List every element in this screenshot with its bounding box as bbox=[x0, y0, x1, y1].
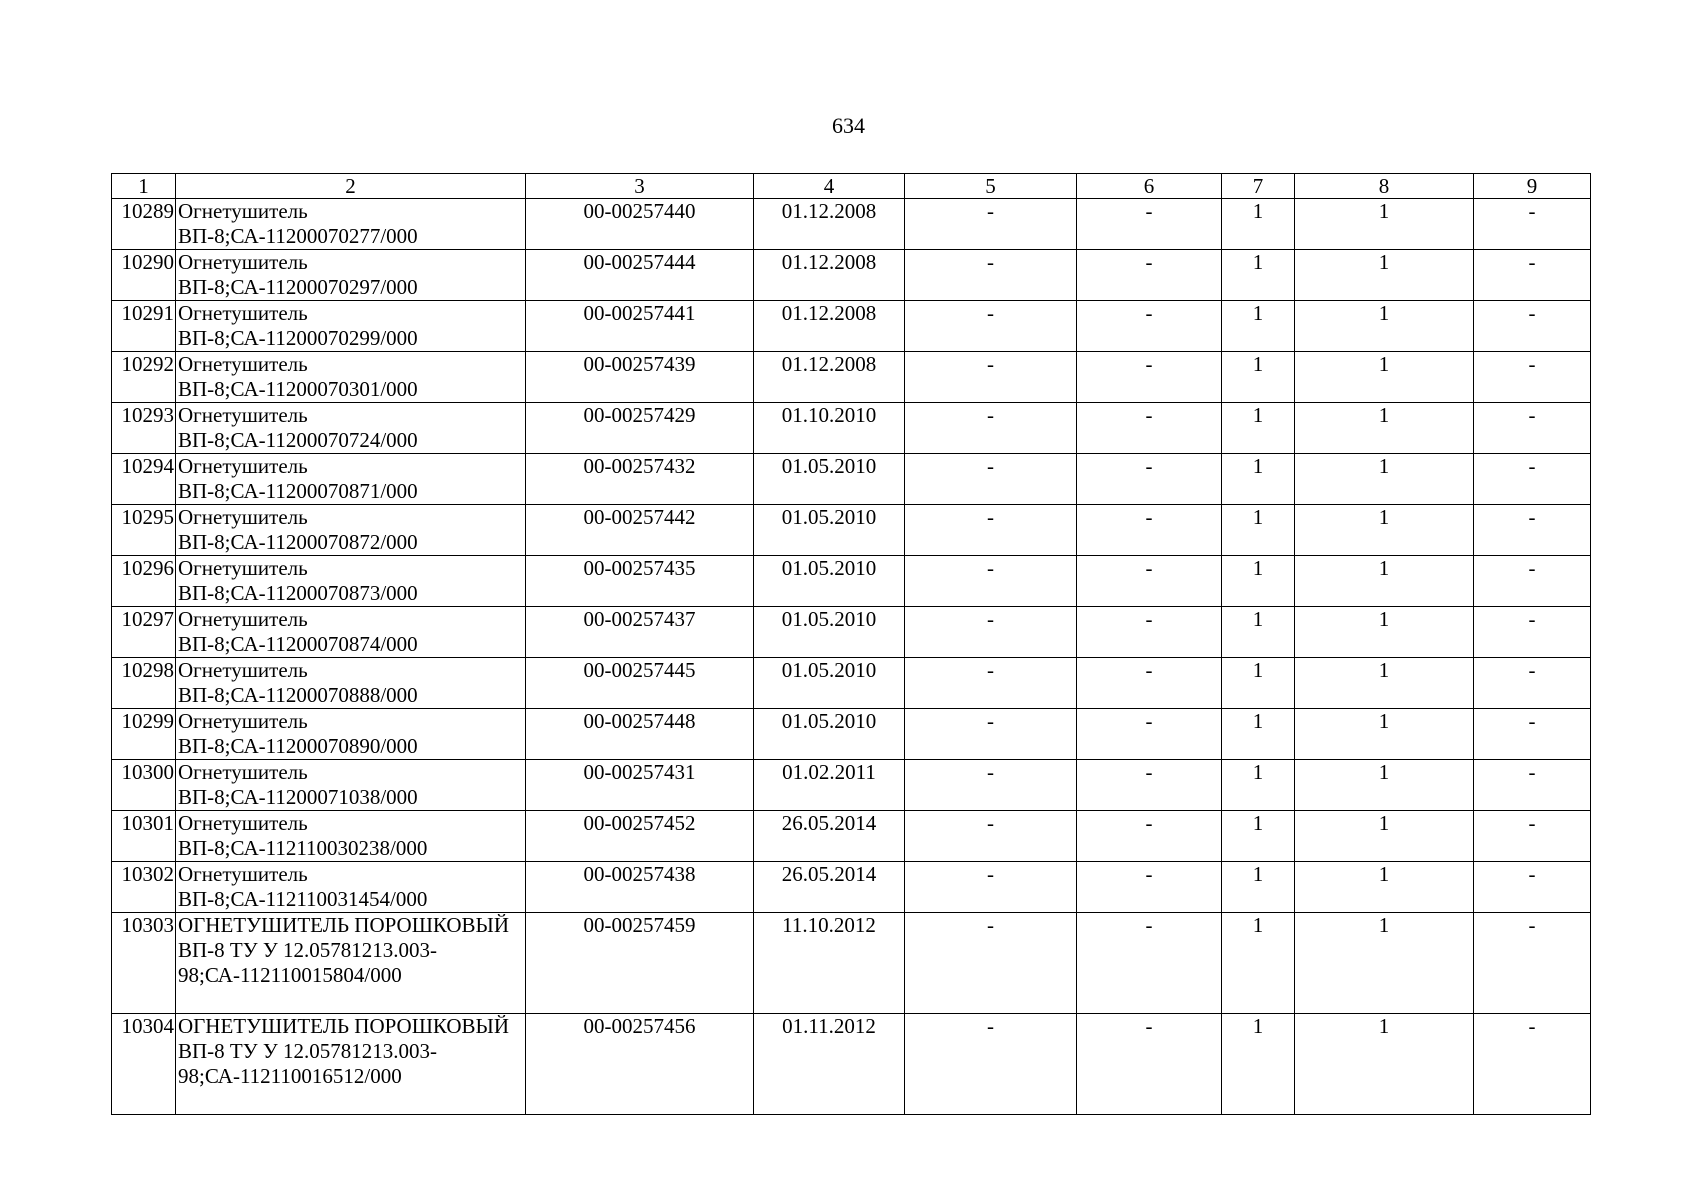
inventory-code-cell: 00-00257452 bbox=[526, 811, 754, 862]
column-header: 7 bbox=[1222, 174, 1295, 199]
table-row bbox=[112, 760, 1591, 811]
column-6-cell: - bbox=[1077, 1014, 1222, 1115]
date-cell: 26.05.2014 bbox=[754, 811, 905, 862]
item-name-cell: Огнетушитель ВП-8;СА-112110030238/000 bbox=[176, 811, 526, 862]
table-row bbox=[112, 301, 1591, 352]
column-6-cell: - bbox=[1077, 352, 1222, 403]
row-number-cell: 10296 bbox=[112, 556, 176, 607]
date-cell: 01.05.2010 bbox=[754, 658, 905, 709]
column-5-cell: - bbox=[905, 607, 1077, 658]
row-number-cell: 10297 bbox=[112, 607, 176, 658]
date-cell: 26.05.2014 bbox=[754, 862, 905, 913]
column-6-cell: - bbox=[1077, 454, 1222, 505]
row-number-cell: 10304 bbox=[112, 1014, 176, 1115]
column-5-cell: - bbox=[905, 454, 1077, 505]
column-6-cell: - bbox=[1077, 607, 1222, 658]
row-number-cell: 10293 bbox=[112, 403, 176, 454]
date-cell: 01.12.2008 bbox=[754, 250, 905, 301]
inventory-code-cell: 00-00257429 bbox=[526, 403, 754, 454]
date-cell: 01.05.2010 bbox=[754, 709, 905, 760]
column-9-cell: - bbox=[1474, 505, 1591, 556]
column-9-cell: - bbox=[1474, 454, 1591, 505]
column-7-cell: 1 bbox=[1222, 250, 1295, 301]
table-row bbox=[112, 454, 1591, 505]
column-8-cell: 1 bbox=[1295, 607, 1474, 658]
column-7-cell: 1 bbox=[1222, 760, 1295, 811]
table-row bbox=[112, 556, 1591, 607]
inventory-code-cell: 00-00257435 bbox=[526, 556, 754, 607]
table-row bbox=[112, 913, 1591, 1014]
column-8-cell: 1 bbox=[1295, 352, 1474, 403]
column-5-cell: - bbox=[905, 658, 1077, 709]
column-6-cell: - bbox=[1077, 403, 1222, 454]
column-7-cell: 1 bbox=[1222, 505, 1295, 556]
column-5-cell: - bbox=[905, 760, 1077, 811]
column-7-cell: 1 bbox=[1222, 199, 1295, 250]
column-5-cell: - bbox=[905, 250, 1077, 301]
column-6-cell: - bbox=[1077, 913, 1222, 1014]
column-9-cell: - bbox=[1474, 250, 1591, 301]
column-8-cell: 1 bbox=[1295, 199, 1474, 250]
column-header: 9 bbox=[1474, 174, 1591, 199]
item-name-cell: Огнетушитель ВП-8;СА-11200070724/000 bbox=[176, 403, 526, 454]
column-9-cell: - bbox=[1474, 709, 1591, 760]
item-name-cell: ОГНЕТУШИТЕЛЬ ПОРОШКОВЫЙ ВП-8 ТУ У 12.05781213.003-98;СА-112110016512/000 bbox=[176, 1014, 526, 1115]
date-cell: 01.05.2010 bbox=[754, 454, 905, 505]
item-name-cell: Огнетушитель ВП-8;СА-11200070888/000 bbox=[176, 658, 526, 709]
date-cell: 01.10.2010 bbox=[754, 403, 905, 454]
column-8-cell: 1 bbox=[1295, 1014, 1474, 1115]
inventory-code-cell: 00-00257444 bbox=[526, 250, 754, 301]
item-name-cell: Огнетушитель ВП-8;СА-11200070299/000 bbox=[176, 301, 526, 352]
table-row bbox=[112, 862, 1591, 913]
column-9-cell: - bbox=[1474, 607, 1591, 658]
inventory-table bbox=[111, 173, 1591, 1115]
column-9-cell: - bbox=[1474, 199, 1591, 250]
column-8-cell: 1 bbox=[1295, 454, 1474, 505]
inventory-code-cell: 00-00257432 bbox=[526, 454, 754, 505]
inventory-code-cell: 00-00257438 bbox=[526, 862, 754, 913]
header-row bbox=[112, 174, 1591, 199]
table-row bbox=[112, 505, 1591, 556]
column-5-cell: - bbox=[905, 301, 1077, 352]
column-5-cell: - bbox=[905, 199, 1077, 250]
column-8-cell: 1 bbox=[1295, 301, 1474, 352]
column-header: 4 bbox=[754, 174, 905, 199]
item-name-cell: Огнетушитель ВП-8;СА-112110031454/000 bbox=[176, 862, 526, 913]
item-name-cell: Огнетушитель ВП-8;СА-11200070871/000 bbox=[176, 454, 526, 505]
item-name-cell: Огнетушитель ВП-8;СА-11200070301/000 bbox=[176, 352, 526, 403]
date-cell: 01.05.2010 bbox=[754, 607, 905, 658]
table-row bbox=[112, 658, 1591, 709]
column-6-cell: - bbox=[1077, 505, 1222, 556]
inventory-code-cell: 00-00257448 bbox=[526, 709, 754, 760]
column-9-cell: - bbox=[1474, 760, 1591, 811]
column-6-cell: - bbox=[1077, 556, 1222, 607]
column-header: 6 bbox=[1077, 174, 1222, 199]
row-number-cell: 10294 bbox=[112, 454, 176, 505]
date-cell: 01.12.2008 bbox=[754, 301, 905, 352]
date-cell: 01.05.2010 bbox=[754, 505, 905, 556]
column-6-cell: - bbox=[1077, 199, 1222, 250]
column-8-cell: 1 bbox=[1295, 709, 1474, 760]
row-number-cell: 10299 bbox=[112, 709, 176, 760]
column-7-cell: 1 bbox=[1222, 709, 1295, 760]
column-7-cell: 1 bbox=[1222, 658, 1295, 709]
row-number-cell: 10302 bbox=[112, 862, 176, 913]
column-6-cell: - bbox=[1077, 760, 1222, 811]
date-cell: 11.10.2012 bbox=[754, 913, 905, 1014]
column-8-cell: 1 bbox=[1295, 913, 1474, 1014]
column-8-cell: 1 bbox=[1295, 556, 1474, 607]
item-name-cell: Огнетушитель ВП-8;СА-11200070297/000 bbox=[176, 250, 526, 301]
item-name-cell: Огнетушитель ВП-8;СА-11200071038/000 bbox=[176, 760, 526, 811]
item-name-cell: Огнетушитель ВП-8;СА-11200070890/000 bbox=[176, 709, 526, 760]
column-7-cell: 1 bbox=[1222, 556, 1295, 607]
table-row bbox=[112, 607, 1591, 658]
column-5-cell: - bbox=[905, 352, 1077, 403]
date-cell: 01.11.2012 bbox=[754, 1014, 905, 1115]
column-8-cell: 1 bbox=[1295, 250, 1474, 301]
table-row bbox=[112, 352, 1591, 403]
column-header: 1 bbox=[112, 174, 176, 199]
table-row bbox=[112, 403, 1591, 454]
column-9-cell: - bbox=[1474, 811, 1591, 862]
column-6-cell: - bbox=[1077, 862, 1222, 913]
date-cell: 01.12.2008 bbox=[754, 199, 905, 250]
table-row bbox=[112, 199, 1591, 250]
column-8-cell: 1 bbox=[1295, 658, 1474, 709]
row-number-cell: 10289 bbox=[112, 199, 176, 250]
column-5-cell: - bbox=[905, 505, 1077, 556]
column-6-cell: - bbox=[1077, 250, 1222, 301]
column-header: 5 bbox=[905, 174, 1077, 199]
column-9-cell: - bbox=[1474, 301, 1591, 352]
inventory-code-cell: 00-00257437 bbox=[526, 607, 754, 658]
column-7-cell: 1 bbox=[1222, 607, 1295, 658]
column-9-cell: - bbox=[1474, 862, 1591, 913]
row-number-cell: 10298 bbox=[112, 658, 176, 709]
column-7-cell: 1 bbox=[1222, 403, 1295, 454]
item-name-cell: ОГНЕТУШИТЕЛЬ ПОРОШКОВЫЙ ВП-8 ТУ У 12.05781213.003-98;СА-112110015804/000 bbox=[176, 913, 526, 1014]
page-number: 634 bbox=[832, 113, 865, 138]
inventory-code-cell: 00-00257440 bbox=[526, 199, 754, 250]
column-8-cell: 1 bbox=[1295, 811, 1474, 862]
inventory-code-cell: 00-00257441 bbox=[526, 301, 754, 352]
item-name-cell: Огнетушитель ВП-8;СА-11200070872/000 bbox=[176, 505, 526, 556]
date-cell: 01.05.2010 bbox=[754, 556, 905, 607]
column-header: 8 bbox=[1295, 174, 1474, 199]
column-7-cell: 1 bbox=[1222, 301, 1295, 352]
item-name-cell: Огнетушитель ВП-8;СА-11200070874/000 bbox=[176, 607, 526, 658]
table-row bbox=[112, 1014, 1591, 1115]
column-7-cell: 1 bbox=[1222, 1014, 1295, 1115]
column-6-cell: - bbox=[1077, 301, 1222, 352]
column-6-cell: - bbox=[1077, 811, 1222, 862]
inventory-code-cell: 00-00257442 bbox=[526, 505, 754, 556]
column-7-cell: 1 bbox=[1222, 862, 1295, 913]
inventory-code-cell: 00-00257459 bbox=[526, 913, 754, 1014]
row-number-cell: 10290 bbox=[112, 250, 176, 301]
column-5-cell: - bbox=[905, 1014, 1077, 1115]
row-number-cell: 10303 bbox=[112, 913, 176, 1014]
column-6-cell: - bbox=[1077, 658, 1222, 709]
column-5-cell: - bbox=[905, 403, 1077, 454]
column-8-cell: 1 bbox=[1295, 862, 1474, 913]
item-name-cell: Огнетушитель ВП-8;СА-11200070277/000 bbox=[176, 199, 526, 250]
column-9-cell: - bbox=[1474, 913, 1591, 1014]
column-8-cell: 1 bbox=[1295, 403, 1474, 454]
table-row bbox=[112, 811, 1591, 862]
column-9-cell: - bbox=[1474, 403, 1591, 454]
item-name-cell: Огнетушитель ВП-8;СА-11200070873/000 bbox=[176, 556, 526, 607]
column-7-cell: 1 bbox=[1222, 454, 1295, 505]
column-9-cell: - bbox=[1474, 556, 1591, 607]
column-8-cell: 1 bbox=[1295, 760, 1474, 811]
table-body bbox=[112, 199, 1591, 1115]
column-5-cell: - bbox=[905, 556, 1077, 607]
inventory-code-cell: 00-00257445 bbox=[526, 658, 754, 709]
column-5-cell: - bbox=[905, 862, 1077, 913]
column-7-cell: 1 bbox=[1222, 352, 1295, 403]
column-5-cell: - bbox=[905, 709, 1077, 760]
column-6-cell: - bbox=[1077, 709, 1222, 760]
inventory-code-cell: 00-00257439 bbox=[526, 352, 754, 403]
column-8-cell: 1 bbox=[1295, 505, 1474, 556]
row-number-cell: 10301 bbox=[112, 811, 176, 862]
inventory-code-cell: 00-00257456 bbox=[526, 1014, 754, 1115]
date-cell: 01.02.2011 bbox=[754, 760, 905, 811]
column-5-cell: - bbox=[905, 913, 1077, 1014]
row-number-cell: 10291 bbox=[112, 301, 176, 352]
inventory-code-cell: 00-00257431 bbox=[526, 760, 754, 811]
column-header: 3 bbox=[526, 174, 754, 199]
column-9-cell: - bbox=[1474, 658, 1591, 709]
column-9-cell: - bbox=[1474, 352, 1591, 403]
row-number-cell: 10300 bbox=[112, 760, 176, 811]
column-5-cell: - bbox=[905, 811, 1077, 862]
row-number-cell: 10292 bbox=[112, 352, 176, 403]
table-row bbox=[112, 250, 1591, 301]
row-number-cell: 10295 bbox=[112, 505, 176, 556]
column-9-cell: - bbox=[1474, 1014, 1591, 1115]
date-cell: 01.12.2008 bbox=[754, 352, 905, 403]
column-7-cell: 1 bbox=[1222, 811, 1295, 862]
column-header: 2 bbox=[176, 174, 526, 199]
table-row bbox=[112, 709, 1591, 760]
column-7-cell: 1 bbox=[1222, 913, 1295, 1014]
